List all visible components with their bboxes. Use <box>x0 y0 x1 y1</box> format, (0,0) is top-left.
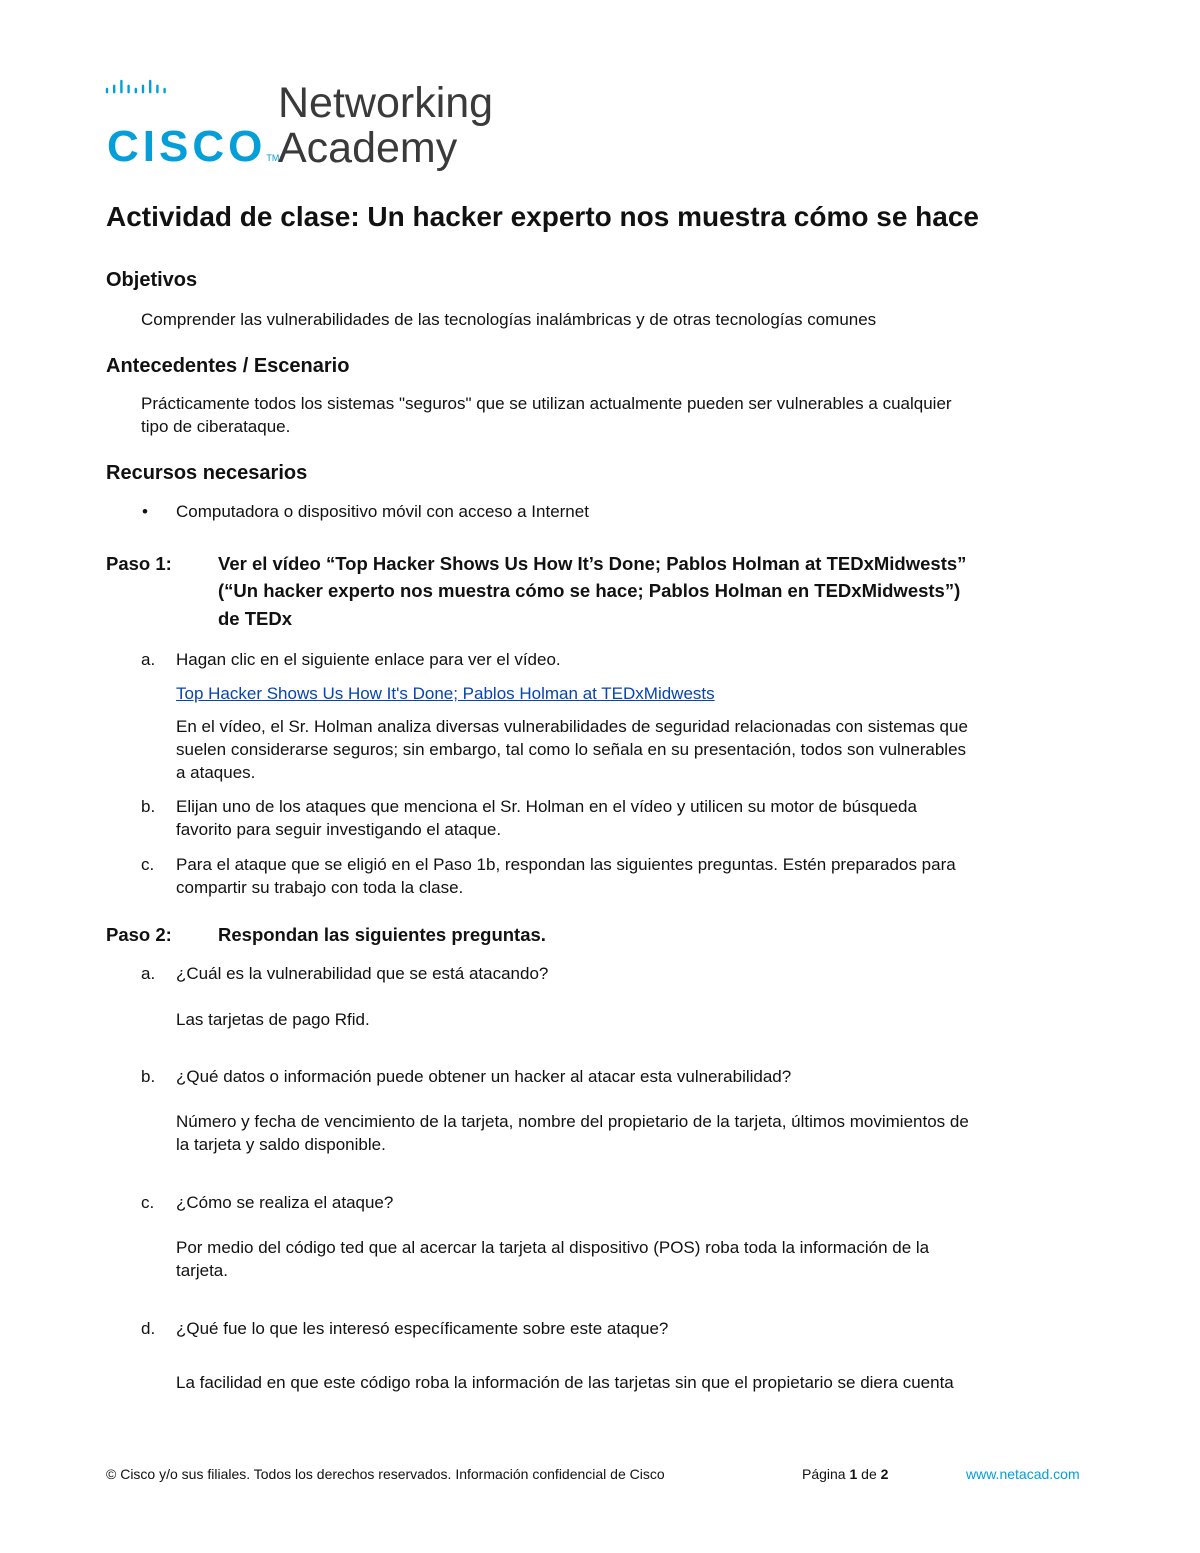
paso2-c-answer-line1: Por medio del código ted que al acercar la tarjeta al dispositivo (POS) roba toda la información de la <box>176 1238 930 1257</box>
paso1-title-line2: (“Un hacker experto nos muestra cómo se hace; Pablos Holman en TEDxMidwests”) <box>218 580 961 601</box>
paso1-link-row <box>176 682 1101 705</box>
footer-page-mid: de <box>857 1466 881 1482</box>
page-title: Actividad de clase: Un hacker experto nos muestra cómo se hace <box>106 201 980 232</box>
paso2-d-letter: d. <box>141 1319 156 1338</box>
paso1-c-line1: Para el ataque que se eligió en el Paso 1b, respondan las siguientes preguntas. Estén preparados para <box>176 855 956 874</box>
paso2-c-question: ¿Cómo se realiza el ataque? <box>176 1193 394 1212</box>
paso2-b-question: ¿Qué datos o información puede obtener un hacker al atacar esta vulnerabilidad? <box>176 1067 792 1086</box>
paso1-b-letter: b. <box>141 797 156 816</box>
paso1-desc-line1: En el vídeo, el Sr. Holman analiza diversas vulnerabilidades de seguridad relacionadas con sistemas que <box>176 717 968 736</box>
recursos-item: Computadora o dispositivo móvil con acceso a Internet <box>176 502 589 521</box>
antecedentes-line1: Prácticamente todos los sistemas "seguros" que se utilizan actualmente pueden ser vulnerables a cualquier <box>141 394 952 413</box>
footer-page-number <box>802 1466 888 1482</box>
paso2-d-question: ¿Qué fue lo que les interesó específicamente sobre este ataque? <box>176 1319 669 1338</box>
recursos-heading: Recursos necesarios <box>106 462 308 484</box>
paso1-b-line1: Elijan uno de los ataques que menciona el Sr. Holman en el vídeo y utilicen su motor de búsqueda <box>176 797 917 816</box>
paso1-c-line2: compartir su trabajo con toda la clase. <box>176 878 464 897</box>
paso1-a-letter: a. <box>141 650 156 669</box>
paso2-c-answer-line2: tarjeta. <box>176 1261 228 1280</box>
paso2-a-answer: Las tarjetas de pago Rfid. <box>176 1010 370 1029</box>
paso2-b-letter: b. <box>141 1067 156 1086</box>
logo-academy: Academy <box>278 124 458 172</box>
objetivos-heading: Objetivos <box>106 269 198 291</box>
paso1-b-line2: favorito para seguir investigando el ataque. <box>176 820 502 839</box>
video-link[interactable]: Top Hacker Shows Us How It's Done; Pablos Holman at TEDxMidwests <box>176 684 715 703</box>
logo-networking: Networking <box>278 79 494 127</box>
paso1-title-line3: de TEDx <box>218 608 293 629</box>
paso2-b-answer-line2: la tarjeta y saldo disponible. <box>176 1135 386 1154</box>
paso2-title: Respondan las siguientes preguntas. <box>218 924 546 945</box>
paso1-a-text: Hagan clic en el siguiente enlace para ver el vídeo. <box>176 650 561 669</box>
paso1-label: Paso 1: <box>106 553 172 574</box>
paso1-c-letter: c. <box>141 855 155 874</box>
antecedentes-line2: tipo de ciberataque. <box>141 417 291 436</box>
paso2-c-letter: c. <box>141 1193 155 1212</box>
footer-page-total: 2 <box>880 1466 889 1482</box>
cisco-wordmark: CISCOTM <box>107 122 280 171</box>
cisco-bars-logo <box>105 78 265 118</box>
paso2-b-answer-line1: Número y fecha de vencimiento de la tarjeta, nombre del propietario de la tarjeta, últimos movimientos de <box>176 1112 969 1131</box>
antecedentes-heading: Antecedentes / Escenario <box>106 355 350 377</box>
paso2-label: Paso 2: <box>106 924 172 945</box>
objetivos-text: Comprender las vulnerabilidades de las tecnologías inalámbricas y de otras tecnologías comunes <box>141 310 877 329</box>
paso1-desc-line3: a ataques. <box>176 763 256 782</box>
paso1-title-line1: Ver el vídeo “Top Hacker Shows Us How It’s Done; Pablos Holman at TEDxMidwests” <box>218 553 967 574</box>
footer-url-link[interactable]: www.netacad.com <box>966 1466 1080 1482</box>
footer-page-prefix: Página <box>802 1466 850 1482</box>
paso1-desc-line2: suelen considerarse seguros; sin embargo, tal como lo señala en su presentación, todos son vulnerables <box>176 740 967 759</box>
trademark-mark: TM <box>266 153 280 163</box>
bullet-icon: • <box>142 502 148 521</box>
paso2-a-letter: a. <box>141 964 156 983</box>
footer-copyright: © Cisco y/o sus filiales. Todos los derechos reservados. Información confidencial de Cisco <box>106 1466 665 1482</box>
paso2-a-question: ¿Cuál es la vulnerabilidad que se está atacando? <box>176 964 549 983</box>
paso2-d-answer: La facilidad en que este código roba la información de las tarjetas sin que el propietario se diera cuenta <box>176 1373 954 1392</box>
footer-page-current: 1 <box>849 1466 858 1482</box>
